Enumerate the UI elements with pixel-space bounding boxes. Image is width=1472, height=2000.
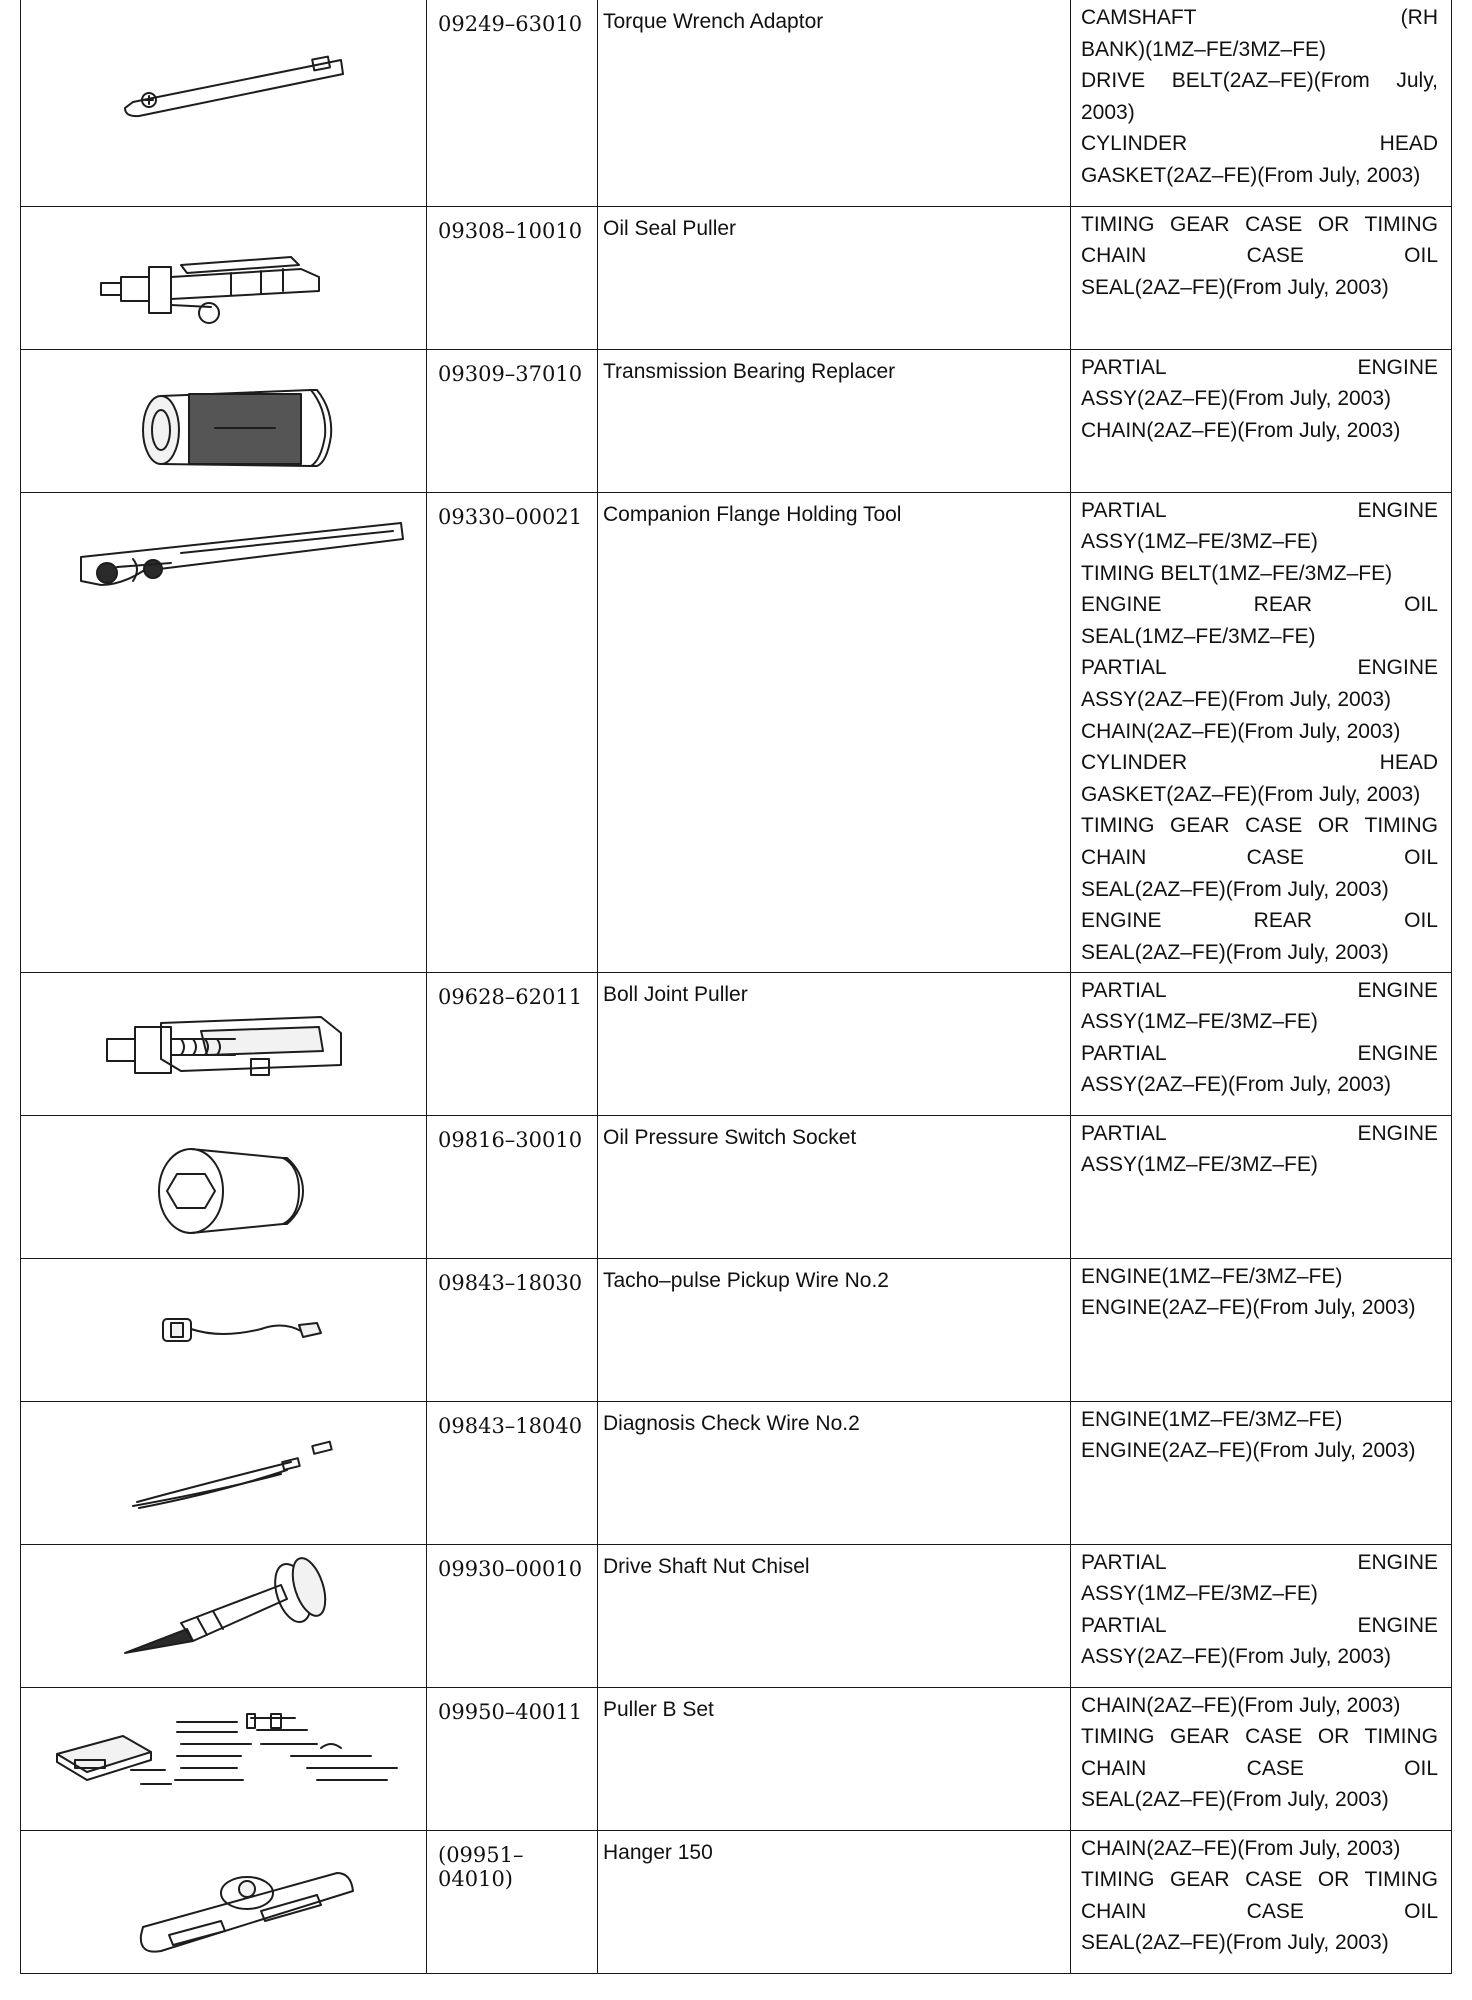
tool-illustration-cell bbox=[21, 972, 427, 1115]
procedure-line: GASKET(2AZ–FE)(From July, 2003) bbox=[1081, 163, 1421, 187]
ball-joint-puller-icon bbox=[21, 973, 427, 1115]
procedure-line: GASKET(2AZ–FE)(From July, 2003) bbox=[1081, 782, 1421, 806]
procedure-line: CHAIN(2AZ–FE)(From July, 2003) bbox=[1081, 1693, 1401, 1717]
tool-illustration-cell bbox=[21, 1687, 427, 1830]
tool-name: Boll Joint Puller bbox=[598, 972, 1071, 1115]
part-number: 09950–40011 bbox=[427, 1687, 598, 1830]
part-number: 09309–37010 bbox=[427, 349, 598, 492]
procedure-line: TIMING GEAR CASE OR TIMING bbox=[1081, 1868, 1438, 1892]
table-row bbox=[21, 206, 1452, 349]
part-number: 09628–62011 bbox=[427, 972, 598, 1115]
oil-seal-puller-icon bbox=[21, 207, 427, 349]
tool-illustration-cell bbox=[21, 0, 427, 206]
procedure-line: ASSY(2AZ–FE)(From July, 2003) bbox=[1081, 1073, 1392, 1097]
procedure-line: TIMING GEAR CASE OR TIMING bbox=[1081, 1725, 1438, 1749]
procedure-line: PARTIAL ENGINE bbox=[1081, 1613, 1438, 1637]
hanger-icon bbox=[21, 1831, 427, 1973]
socket-icon bbox=[21, 1116, 427, 1258]
applicable-procedures bbox=[1071, 1258, 1452, 1401]
procedure-line: SEAL(2AZ–FE)(From July, 2003) bbox=[1081, 1788, 1389, 1812]
tool-illustration-cell bbox=[21, 1830, 427, 1973]
tool-name: Drive Shaft Nut Chisel bbox=[598, 1544, 1071, 1687]
sst-table bbox=[20, 0, 1452, 1974]
procedure-line: SEAL(2AZ–FE)(From July, 2003) bbox=[1081, 1931, 1389, 1955]
part-number: 09816–30010 bbox=[427, 1115, 598, 1258]
procedure-line: ASSY(1MZ–FE/3MZ–FE) bbox=[1081, 1153, 1318, 1177]
tool-illustration-cell bbox=[21, 349, 427, 492]
part-number: 09308–10010 bbox=[427, 206, 598, 349]
tool-name: Torque Wrench Adaptor bbox=[598, 0, 1071, 206]
part-number: 09930–00010 bbox=[427, 1544, 598, 1687]
part-number: (09951–04010) bbox=[427, 1830, 598, 1973]
procedure-line: CAMSHAFT (RH bbox=[1081, 6, 1438, 29]
procedure-line: CHAIN(2AZ–FE)(From July, 2003) bbox=[1081, 1836, 1401, 1860]
chisel-icon bbox=[21, 1545, 427, 1687]
tool-illustration-cell bbox=[21, 1401, 427, 1544]
applicable-procedures bbox=[1071, 972, 1452, 1115]
tool-illustration-cell bbox=[21, 1115, 427, 1258]
table-row bbox=[21, 0, 1452, 206]
procedure-line: PARTIAL ENGINE bbox=[1081, 1550, 1438, 1574]
table-row bbox=[21, 1401, 1452, 1544]
sst-table-body bbox=[21, 0, 1452, 1973]
procedure-line: ENGINE(1MZ–FE/3MZ–FE) bbox=[1081, 1264, 1343, 1288]
table-row bbox=[21, 349, 1452, 492]
procedure-line: ASSY(2AZ–FE)(From July, 2003) bbox=[1081, 688, 1392, 712]
applicable-procedures bbox=[1071, 1687, 1452, 1830]
applicable-procedures bbox=[1071, 1401, 1452, 1544]
procedure-line: ASSY(1MZ–FE/3MZ–FE) bbox=[1081, 1582, 1318, 1606]
procedure-line: CHAIN(2AZ–FE)(From July, 2003) bbox=[1081, 719, 1401, 743]
table-row bbox=[21, 1115, 1452, 1258]
table-row bbox=[21, 1258, 1452, 1401]
procedure-line: PARTIAL ENGINE bbox=[1081, 1041, 1438, 1065]
procedure-line: TIMING GEAR CASE OR TIMING bbox=[1081, 212, 1438, 236]
procedure-line: ENGINE(2AZ–FE)(From July, 2003) bbox=[1081, 1296, 1416, 1320]
puller-set-icon bbox=[21, 1688, 427, 1830]
tool-name: Hanger 150 bbox=[598, 1830, 1071, 1973]
procedure-line: ASSY(2AZ–FE)(From July, 2003) bbox=[1081, 1645, 1392, 1669]
procedure-line: BANK)(1MZ–FE/3MZ–FE) bbox=[1081, 37, 1327, 61]
procedure-line: PARTIAL ENGINE bbox=[1081, 978, 1438, 1002]
tool-name: Diagnosis Check Wire No.2 bbox=[598, 1401, 1071, 1544]
applicable-procedures bbox=[1071, 349, 1452, 492]
table-row bbox=[21, 492, 1452, 972]
procedure-line: SEAL(2AZ–FE)(From July, 2003) bbox=[1081, 275, 1389, 299]
procedure-line: ASSY(2AZ–FE)(From July, 2003) bbox=[1081, 387, 1392, 411]
procedure-line: ENGINE(1MZ–FE/3MZ–FE) bbox=[1081, 1407, 1343, 1431]
applicable-procedures bbox=[1071, 1115, 1452, 1258]
tool-name: Tacho–pulse Pickup Wire No.2 bbox=[598, 1258, 1071, 1401]
table-row bbox=[21, 972, 1452, 1115]
applicable-procedures bbox=[1071, 0, 1452, 206]
table-row bbox=[21, 1830, 1452, 1973]
part-number: 09843–18030 bbox=[427, 1258, 598, 1401]
applicable-procedures bbox=[1071, 492, 1452, 972]
procedure-line: TIMING GEAR CASE OR TIMING bbox=[1081, 814, 1438, 838]
procedure-line: CHAIN CASE OIL bbox=[1081, 846, 1438, 870]
procedure-line: ASSY(1MZ–FE/3MZ–FE) bbox=[1081, 1010, 1318, 1034]
procedure-line: CHAIN CASE OIL bbox=[1081, 1899, 1438, 1923]
part-number: 09330–00021 bbox=[427, 492, 598, 972]
tool-illustration-cell bbox=[21, 492, 427, 972]
part-number: 09249–63010 bbox=[427, 0, 598, 206]
procedure-line: PARTIAL ENGINE bbox=[1081, 498, 1438, 522]
procedure-line: CHAIN CASE OIL bbox=[1081, 244, 1438, 268]
applicable-procedures bbox=[1071, 1544, 1452, 1687]
table-row bbox=[21, 1687, 1452, 1830]
procedure-line: DRIVE BELT(2AZ–FE)(From July, bbox=[1081, 69, 1438, 93]
procedure-line: CYLINDER HEAD bbox=[1081, 132, 1438, 156]
tool-name: Oil Seal Puller bbox=[598, 206, 1071, 349]
procedure-line: SEAL(1MZ–FE/3MZ–FE) bbox=[1081, 624, 1316, 648]
procedure-line: CYLINDER HEAD bbox=[1081, 751, 1438, 775]
bearing-replacer-icon bbox=[21, 350, 427, 492]
tool-illustration-cell bbox=[21, 1544, 427, 1687]
tool-illustration-cell bbox=[21, 1258, 427, 1401]
procedure-line: CHAIN CASE OIL bbox=[1081, 1756, 1438, 1780]
tool-illustration-cell bbox=[21, 206, 427, 349]
check-wire-icon bbox=[21, 1402, 427, 1544]
procedure-line: PARTIAL ENGINE bbox=[1081, 656, 1438, 680]
procedure-line: CHAIN(2AZ–FE)(From July, 2003) bbox=[1081, 418, 1401, 442]
part-number: 09843–18040 bbox=[427, 1401, 598, 1544]
tool-name: Puller B Set bbox=[598, 1687, 1071, 1830]
torque-wrench-adaptor-icon bbox=[21, 0, 427, 206]
procedure-line: TIMING BELT(1MZ–FE/3MZ–FE) bbox=[1081, 561, 1393, 585]
pickup-wire-icon bbox=[21, 1259, 427, 1401]
procedure-line: PARTIAL ENGINE bbox=[1081, 355, 1438, 379]
applicable-procedures bbox=[1071, 1830, 1452, 1973]
procedure-line: 2003) bbox=[1081, 100, 1135, 124]
procedure-line: SEAL(2AZ–FE)(From July, 2003) bbox=[1081, 877, 1389, 901]
tool-name: Oil Pressure Switch Socket bbox=[598, 1115, 1071, 1258]
table-row bbox=[21, 1544, 1452, 1687]
flange-holding-tool-icon bbox=[21, 493, 427, 972]
procedure-line: ENGINE(2AZ–FE)(From July, 2003) bbox=[1081, 1439, 1416, 1463]
procedure-line: PARTIAL ENGINE bbox=[1081, 1121, 1438, 1145]
procedure-line: SEAL(2AZ–FE)(From July, 2003) bbox=[1081, 940, 1389, 964]
procedure-line: ENGINE REAR OIL bbox=[1081, 593, 1438, 617]
procedure-line: ENGINE REAR OIL bbox=[1081, 909, 1438, 933]
tool-name: Transmission Bearing Replacer bbox=[598, 349, 1071, 492]
procedure-line: ASSY(1MZ–FE/3MZ–FE) bbox=[1081, 530, 1318, 554]
applicable-procedures bbox=[1071, 206, 1452, 349]
tool-name: Companion Flange Holding Tool bbox=[598, 492, 1071, 972]
